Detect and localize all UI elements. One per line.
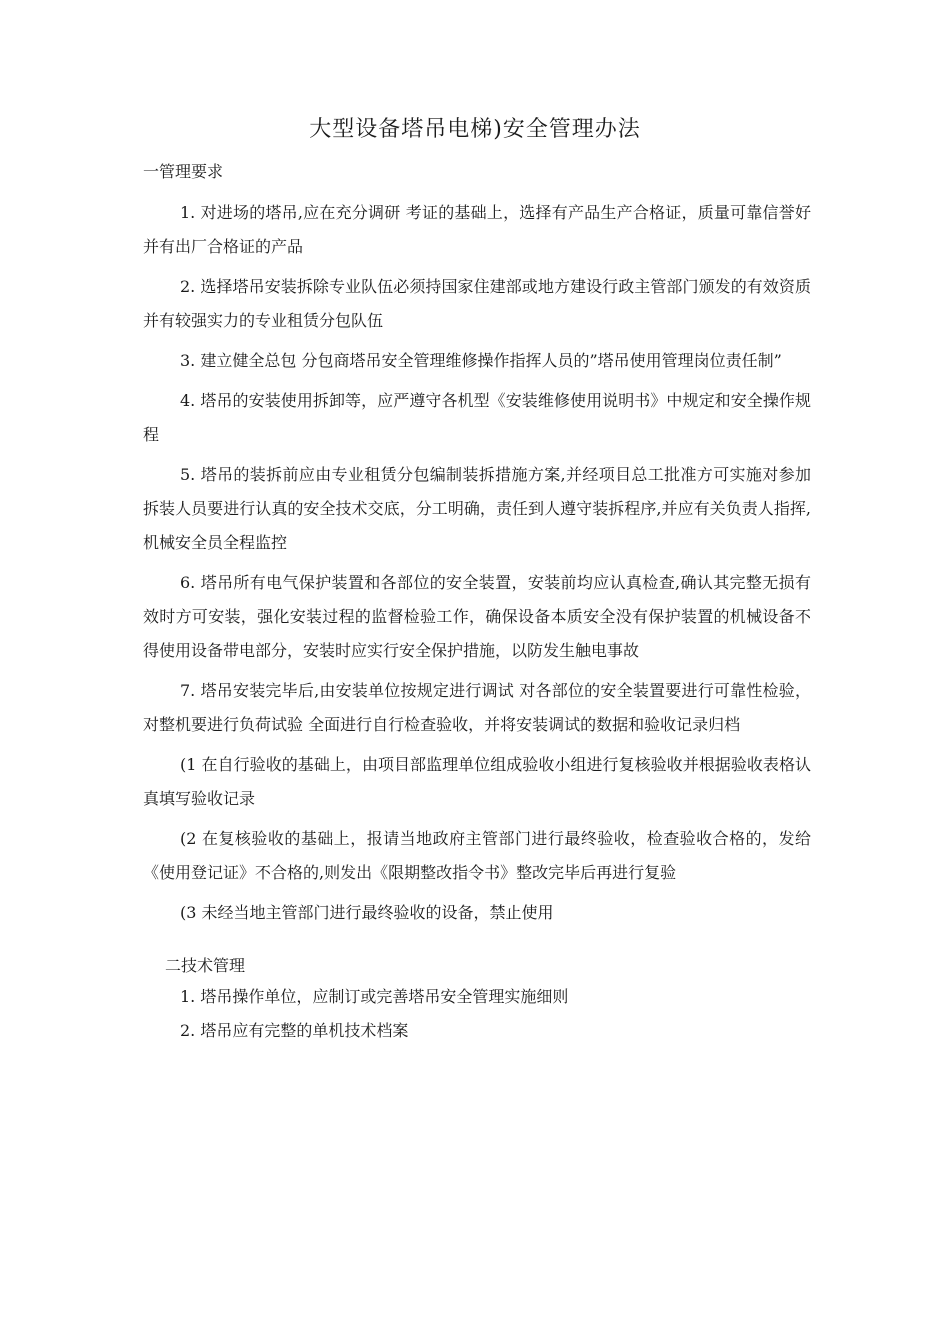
- section-heading-management-requirements: 一管理要求: [143, 162, 224, 181]
- sub-paragraph-2: (2 在复核验收的基础上，报请当地政府主管部门进行最终验收，检查验收合格的，发给《使用登记证》不合格的,则发出《限期整改指令书》整改完毕后再进行复验: [143, 829, 811, 882]
- sub-paragraph-3: (3 未经当地主管部门进行最终验收的设备，禁止使用: [180, 903, 554, 922]
- paragraph-3: 3. 建立健全总包 分包商塔吊安全管理维修操作指挥人员的”塔吊使用管理岗位责任制”: [180, 351, 782, 370]
- paragraph-6: 6. 塔吊所有电气保护装置和各部位的安全装置，安装前均应认真检查,确认其完整无损有效时方可安装，强化安装过程的监督检验工作，确保设备本质安全没有保护装置的机械设备不得使用设备带电部分，安装时应实行安全保护措施，以防发生触电事故: [143, 573, 811, 660]
- paragraph-5: 5. 塔吊的装拆前应由专业租赁分包编制装拆措施方案,并经项目总工批准方可实施对参加拆装人员要进行认真的安全技术交底，分工明确，责任到人遵守装拆程序,并应有关负责人指挥,机械安全员全程监控: [143, 465, 811, 552]
- paragraph-2: 2. 选择塔吊安装拆除专业队伍必须持国家住建部或地方建设行政主管部门颁发的有效资质并有较强实力的专业租赁分包队伍: [143, 277, 811, 330]
- document-title: 大型设备塔吊电梯)安全管理办法: [309, 117, 641, 142]
- sub-paragraph-1: (1 在自行验收的基础上，由项目部监理单位组成验收小组进行复核验收并根据验收表格认真填写验收记录: [143, 755, 811, 808]
- paragraph-7: 7. 塔吊安装完毕后,由安装单位按规定进行调试 对各部位的安全装置要进行可靠性检验，对整机要进行负荷试验 全面进行自行检查验收，并将安装调试的数据和验收记录归档: [143, 681, 811, 734]
- paragraph-1: 1. 对进场的塔吊,应在充分调研 考证的基础上，选择有产品生产合格证，质量可靠信誉好并有出厂合格证的产品: [143, 203, 811, 256]
- tech-item-2: 2. 塔吊应有完整的单机技术档案: [180, 1021, 409, 1040]
- paragraph-4: 4. 塔吊的安装使用拆卸等，应严遵守各机型《安装维修使用说明书》中规定和安全操作规程: [143, 391, 811, 444]
- tech-item-1: 1. 塔吊操作单位，应制订或完善塔吊安全管理实施细则: [180, 987, 569, 1006]
- document-body: [143, 158, 811, 1048]
- section-heading-technical-management: 二技术管理: [165, 956, 246, 975]
